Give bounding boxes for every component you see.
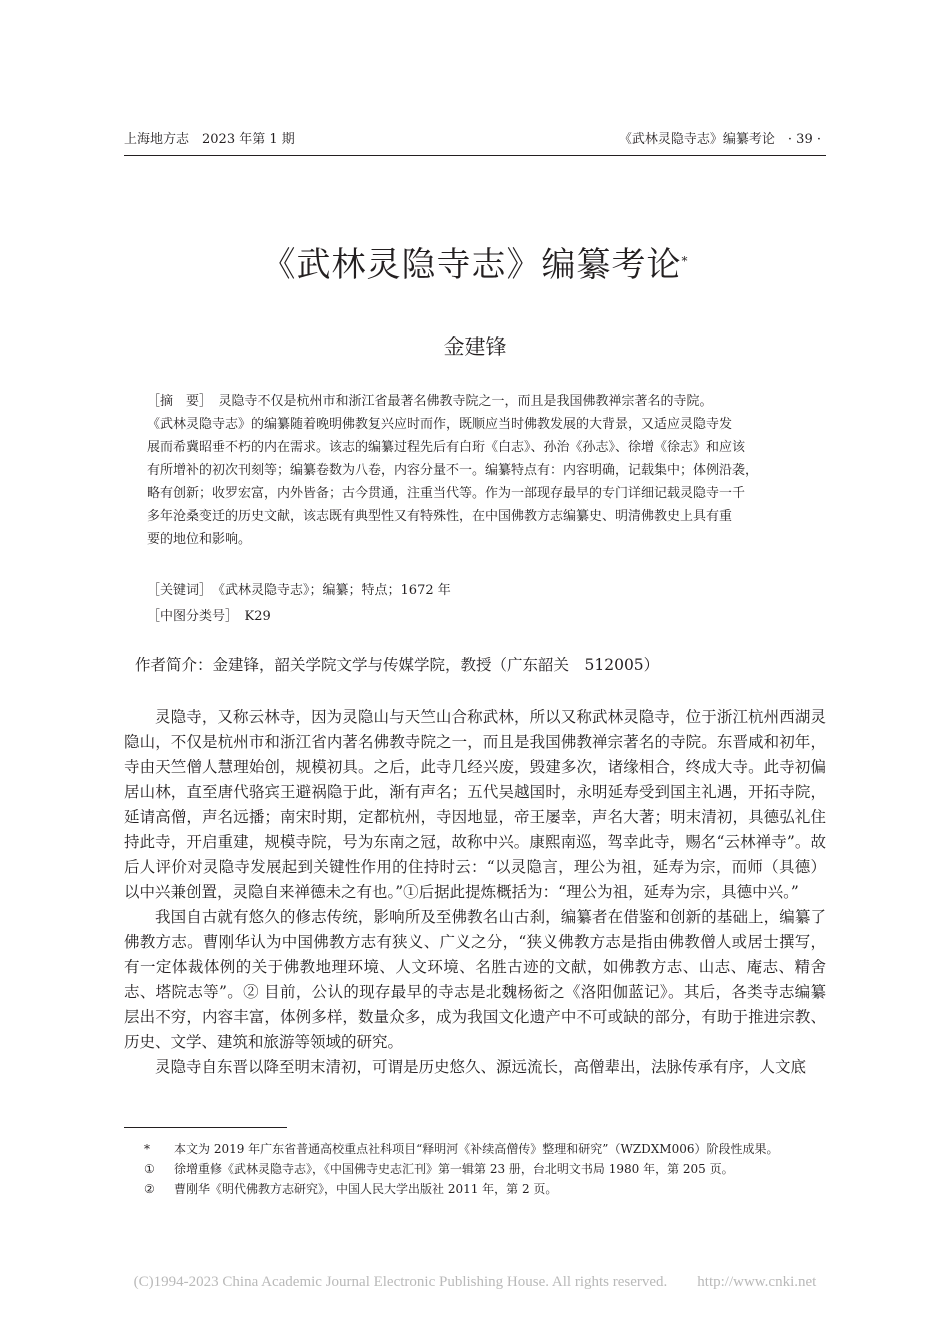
- footnote-mark: ①: [144, 1162, 155, 1176]
- footnote: [144, 1160, 734, 1178]
- abstract-line: 多年沧桑变迁的历史文献，该志既有典型性又有特殊性，在中国佛教方志编纂史、明清佛教史上具有重: [147, 509, 733, 524]
- title-footnote-mark: *: [681, 254, 689, 268]
- header-rule: [124, 155, 826, 156]
- author-name: 金建锋: [443, 335, 507, 359]
- paragraph: 灵隐寺自东晋以降至明末清初，可谓是历史悠久、源远流长，高僧辈出，法脉传承有序，人文底: [155, 1058, 807, 1076]
- abstract: [147, 390, 797, 551]
- footnote-text: 曹刚华《明代佛教方志研究》，中国人民大学出版社 2011 年，第 2 页。: [174, 1182, 558, 1196]
- paragraph: 灵隐寺，又称云林寺，因为灵隐山与天竺山合称武林，所以又称武林灵隐寺，位于浙江杭州西湖灵隐山，不仅是杭州市和浙江省内著名佛教寺院之一，而且是我国佛教禅宗著名的寺院。东晋咸和初年，寺由天竺僧人慧理始创，规模初具。之后，此寺几经兴废，毁建多次，诸缘相合，终成大寺。此寺初偏居山林，直至唐代骆宾王避祸隐于此，渐有声名；五代吴越国时，永明延寿受到国主礼遇，开拓寺院，延请高僧，声名远播；南宋时期，定都杭州，寺因地显，帝王屡幸，声名大著；明末清初，具德弘礼住持此寺，开启重建，规模寺院，号为东南之冠，故称中兴。康熙南巡，驾幸此寺，赐名“云林禅寺”。故后人评价对灵隐寺发展起到关键性作用的住持时云：“以灵隐言，理公为祖，延寿为宗，而师（具德）以中兴兼创置，灵隐自来禅德未之有也。”①后据此提炼概括为：“理公为祖，延寿为宗，具德中兴。”: [124, 708, 826, 901]
- author-bio: 作者简介：金建锋，韶关学院文学与传媒学院，教授（广东韶关 512005）: [135, 656, 660, 674]
- paragraph: 我国自古就有悠久的修志传统，影响所及至佛教名山古刹，编纂者在借鉴和创新的基础上，编纂了佛教方志。曹刚华认为中国佛教方志有狭义、广义之分，“狭义佛教方志是指由佛教僧人或居士撰写，有一定体裁体例的关于佛教地理环境、人文环境、名胜古迹的文献，如佛教方志、山志、庵志、精舍志、塔院志等”。② 目前，公认的现存最早的寺志是北魏杨衒之《洛阳伽蓝记》。其后，各类寺志编纂层出不穷，内容丰富，体例多样，数量众多，成为我国文化遗产中不可或缺的部分，有助于推进宗教、历史、文学、建筑和旅游等领域的研究。: [124, 908, 826, 1051]
- abstract-line: 有所增补的初次刊刻等；编纂卷数为八卷，内容分量不一。编纂特点有：内容明确，记载集中；体例沿袭，: [147, 463, 759, 478]
- abstract-line: ［摘 要］ 灵隐寺不仅是杭州市和浙江省最著名佛教寺院之一，而且是我国佛教禅宗著名的寺院。: [147, 394, 713, 409]
- footnote-text: 徐增重修《武林灵隐寺志》，《中国佛寺史志汇刊》第一辑第 23 册，台北明文书局 1980 年，第 205 页。: [174, 1162, 734, 1176]
- body-text: [124, 705, 826, 1080]
- keywords: [147, 579, 797, 602]
- title-text: 《武林灵隐寺志》编纂考论: [261, 245, 682, 285]
- abstract-line: 展而希冀昭垂不朽的内在需求。该志的编纂过程先后有白珩《白志》、孙治《孙志》、徐增《徐志》和应该: [147, 440, 746, 455]
- copyright-watermark: (C)1994-2023 China Academic Journal Electronic Publishing House. All rights reserved. http://www.cnki.net: [133, 1274, 817, 1290]
- abstract-line: 要的地位和影响。: [147, 532, 252, 547]
- abstract-line: 《武林灵隐寺志》的编纂随着晚明佛教复兴应时而作，既顺应当时佛教发展的大背景，又适应灵隐寺发: [147, 417, 733, 432]
- footnote: [144, 1140, 778, 1158]
- running-header-article: 《武林灵隐寺志》编纂考论 · 39 ·: [618, 132, 821, 147]
- abstract-label: ［摘 要］: [147, 394, 206, 409]
- classification: [147, 605, 797, 628]
- keywords-value: 《武林灵隐寺志》；编纂；特点；1672 年: [218, 583, 451, 598]
- keywords-label: ［关键词］: [147, 583, 206, 598]
- running-header-journal: 上海地方志 2023 年第 1 期: [124, 132, 295, 147]
- footnote-mark: ②: [144, 1182, 155, 1196]
- classification-value: K29: [244, 609, 271, 624]
- footnote-text: 本文为 2019 年广东省普通高校重点社科项目“释明河《补续高僧传》整理和研究”（WZDXM006）阶段性成果。: [174, 1142, 779, 1156]
- article-title: [0, 243, 950, 287]
- footnote-rule: [124, 1127, 287, 1128]
- classification-label: ［中图分类号］: [147, 609, 232, 624]
- abstract-line: 略有创新；收罗宏富，内外皆备；古今贯通，注重当代等。作为一部现存最早的专门详细记载灵隐寺一千: [147, 486, 746, 501]
- footnote: [144, 1180, 557, 1198]
- footnote-mark: *: [144, 1142, 150, 1156]
